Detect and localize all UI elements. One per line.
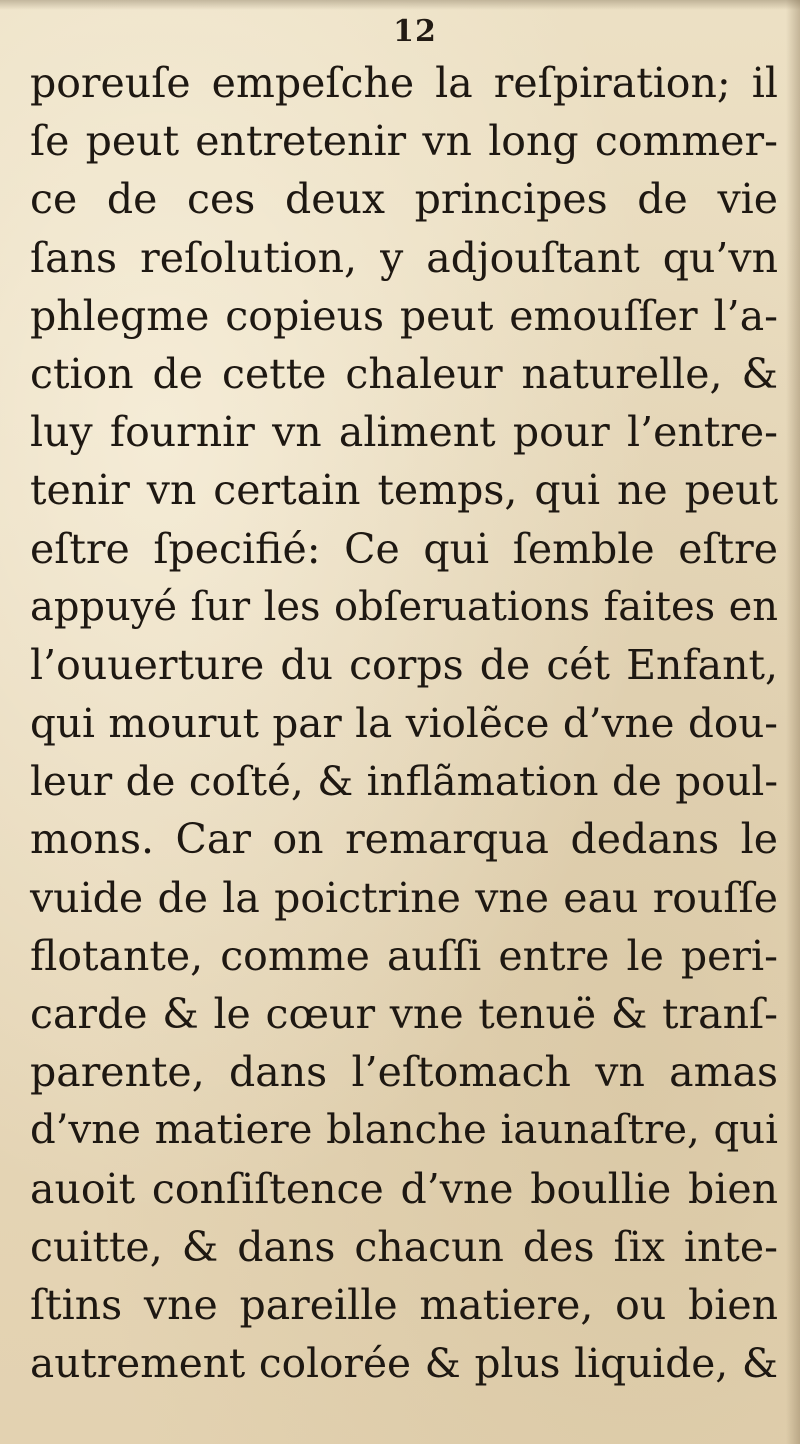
text-line-11: l’ouuerture du corps de cét Enfant, <box>30 640 778 689</box>
page-top-edge-shadow <box>0 0 800 10</box>
page-number: 12 <box>393 14 437 49</box>
text-line-9: eſtre ſpecifié: Ce qui ſemble eſtre <box>30 524 778 573</box>
text-line-16: flotante, comme auſſi entre le peri- <box>30 931 778 980</box>
text-line-13: leur de coſté, & inflãmation de poul- <box>30 757 778 806</box>
text-line-17: carde & le cœur vne tenuë & tranſ- <box>30 990 778 1038</box>
text-line-14: mons. Car on remarqua dedans le <box>30 815 778 864</box>
text-line-19: d’vne matiere blanche iaunaſtre, qui <box>30 1107 778 1154</box>
text-line-22: ſtins vne pareille matiere, ou bien <box>30 1280 778 1329</box>
text-line-15: vuide de la poictrine vne eau rouſſe <box>30 873 778 922</box>
text-line-8: tenir vn certain temps, qui ne peut <box>30 466 778 515</box>
text-line-3: ce de ces deux principes de vie <box>30 175 778 224</box>
text-line-10: appuyé ſur les obſeruations faites en <box>30 583 778 630</box>
body-text <box>30 54 778 1392</box>
text-line-21: cuitte, & dans chacun des ſix inte- <box>30 1222 778 1271</box>
text-line-2: ſe peut entretenir vn long commer- <box>30 117 778 166</box>
text-line-12: qui mourut par la violẽce d’vne dou- <box>30 699 778 748</box>
page-right-edge-shadow <box>786 0 800 1444</box>
text-line-5: phlegme copieus peut emouſſer l’a- <box>30 291 778 340</box>
text-line-1: poreuſe empeſche la reſpiration; il <box>30 59 778 107</box>
text-line-7: luy fournir vn aliment pour l’entre- <box>30 408 778 457</box>
text-line-23: autrement colorée & plus liquide, & <box>30 1339 778 1388</box>
text-line-18: parente, dans l’eſtomach vn amas <box>30 1048 778 1097</box>
text-line-20: auoit conſiſtence d’vne boullie bien <box>30 1164 778 1213</box>
text-line-4: ſans reſolution, y adjouſtant qu’vn <box>30 233 778 282</box>
text-line-6: ction de cette chaleur naturelle, & <box>30 349 778 398</box>
